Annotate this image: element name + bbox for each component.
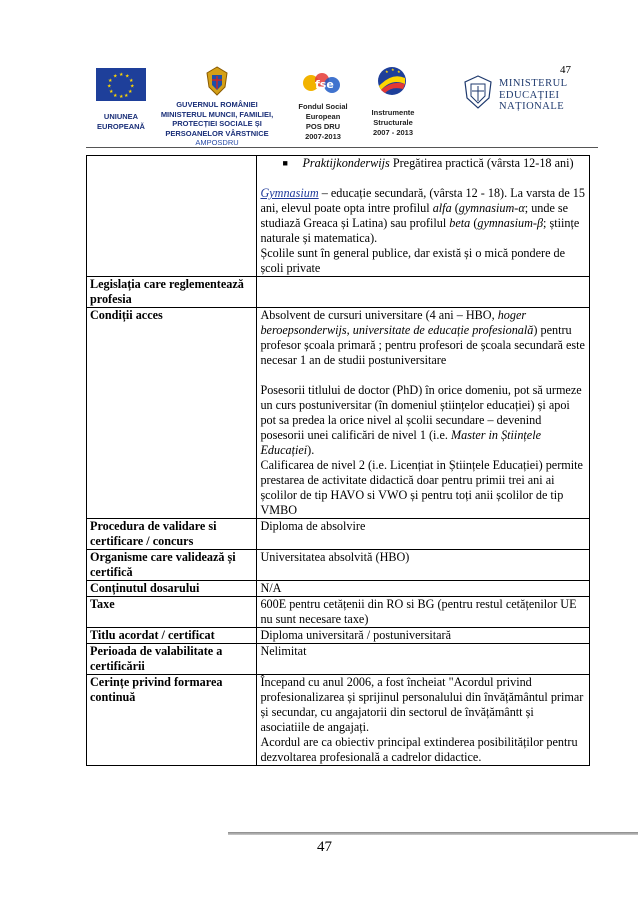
row-label: Cerințe privind formarea continuă [87,675,257,766]
row-label: Procedura de validare si certificare / concurs [87,519,257,550]
svg-text:★: ★ [128,89,133,95]
row-label: Taxe [87,597,257,628]
row-label [87,156,257,277]
svg-text:★: ★ [107,83,112,90]
ministry-crest-icon [461,74,495,110]
access-paragraph-1: Absolvent de cursuri universitare (4 ani – HBO, hoger beroepsonderwijs, universitate de educație profesională) pentru profesor școala primară ; pentru profesori de școala secundară este necesar 1 an de studii postuniversitare [260,308,585,367]
is-label: Instrumente Structurale 2007 - 2013 [371,108,415,137]
table-row [87,628,590,644]
table-row [87,308,590,519]
row-value: Nelimitat [257,644,590,675]
ministry-label: MINISTERUL EDUCAȚIEI NAȚIONALE [499,78,568,112]
profession-table [86,155,590,766]
table-row [87,277,590,308]
access-paragraph-3: Calificarea de nivel 2 (i.e. Licențiat in Științele Educației) permite prestarea de activitate didactică doar pentru primii trei ani ai școlilor de tip HAVO si VWO și pentru toți anii școlilor de tip VMBO [260,458,583,517]
svg-text:★: ★ [397,69,401,74]
svg-text:★: ★ [130,83,135,90]
row-value: Începand cu anul 2006, a fost încheiat "Acordul privind profesionalizarea și sprijinul personalului din învățământul primar și secundar, cu angajatorii din sectorul de învățământt și asociatiile de angajați. Acordul are ca obiectiv principal extinderea posibilităților pentru dezvoltarea profesională a cadrelor didactice. [257,675,590,766]
svg-text:★: ★ [109,89,114,95]
row-label: Perioada de valabilitate a certificării [87,644,257,675]
svg-text:★: ★ [129,78,134,84]
svg-text:★: ★ [391,67,395,72]
table-row [87,675,590,766]
row-label: Titlu acordat / certificat [87,628,257,644]
gymnasium-paragraph: Gymnasium – educație secundară, (vârsta 12 - 18). La varsta de 15 ani, elevul poate opta intre profilul alfa (gymnasium-α; unde se studiază Greaca și Latina) sau profilul beta (gymnasium-β; științe naturale și matematica). [260,186,585,245]
table-row [87,519,590,550]
footer-divider [228,832,638,835]
bullet-icon: ■ [282,158,288,168]
svg-text:★: ★ [124,93,129,99]
row-value: Diploma de absolvire [257,519,590,550]
table-row [87,597,590,628]
table-row [87,550,590,581]
schools-paragraph: Școlile sunt în general publice, dar există și o mică pondere de școli private [260,246,566,275]
svg-text:★: ★ [385,69,389,74]
row-label: Conținutul dosarului [87,581,257,597]
row-label: Condiții acces [87,308,257,519]
row-value: Universitatea absolvită (HBO) [257,550,590,581]
eu-label: UNIUNEA EUROPEANĂ [97,112,145,131]
row-label: Legislația care reglementează profesia [87,277,257,308]
svg-text:★: ★ [119,72,124,78]
row-value: Diploma universitară / postuniversitară [257,628,590,644]
header-divider [86,147,598,148]
row-value: 600E pentru cetățenii din RO si BG (pentru restul cetățenilor UE nu sunt necesare taxe) [257,597,590,628]
svg-text:★: ★ [113,73,118,80]
svg-text:★: ★ [119,94,124,100]
fse-label: Fondul Social European POS DRU 2007-2013 [298,102,348,141]
table-row [87,644,590,675]
header-page-number: 47 [560,64,571,76]
list-item: ■ Praktijkonderwijs Pregătirea practică (vârsta 12-18 ani) [282,156,574,170]
gov-label: GUVERNUL ROMÂNIEI MINISTERUL MUNCII, FAMILIEI, PROTECȚIEI SOCIALE ȘI PERSOANELOR VÂRSTNICE AMPOSDRU [160,100,274,147]
svg-text:★: ★ [108,78,113,84]
svg-text:★: ★ [113,93,118,99]
row-value: N/A [257,581,590,597]
table-row [87,156,590,277]
access-paragraph-2: Posesorii titlului de doctor (PhD) în orice domeniu, pot să urmeze un curs postuniversitar (în domeniul științelor educației) și apoi pot sa predea la orice nivel al școlii secundare – devenind posesorii unei calificări de nivel 1 (i.e. Master in Științele Educației). [260,383,582,457]
row-value [257,277,590,308]
row-value [257,308,590,519]
footer-page-number: 47 [317,839,332,855]
svg-text:★: ★ [125,73,130,80]
row-value [257,156,590,277]
row-label: Organisme care validează și certifică [87,550,257,581]
romania-crest-icon [201,65,233,97]
gymnasium-link[interactable]: Gymnasium [260,186,319,200]
svg-text:fse: fse [315,78,334,91]
instrumente-structurale-icon [375,64,409,98]
table-row [87,581,590,597]
eu-flag-icon [96,68,146,101]
fse-logo-icon [297,68,347,98]
